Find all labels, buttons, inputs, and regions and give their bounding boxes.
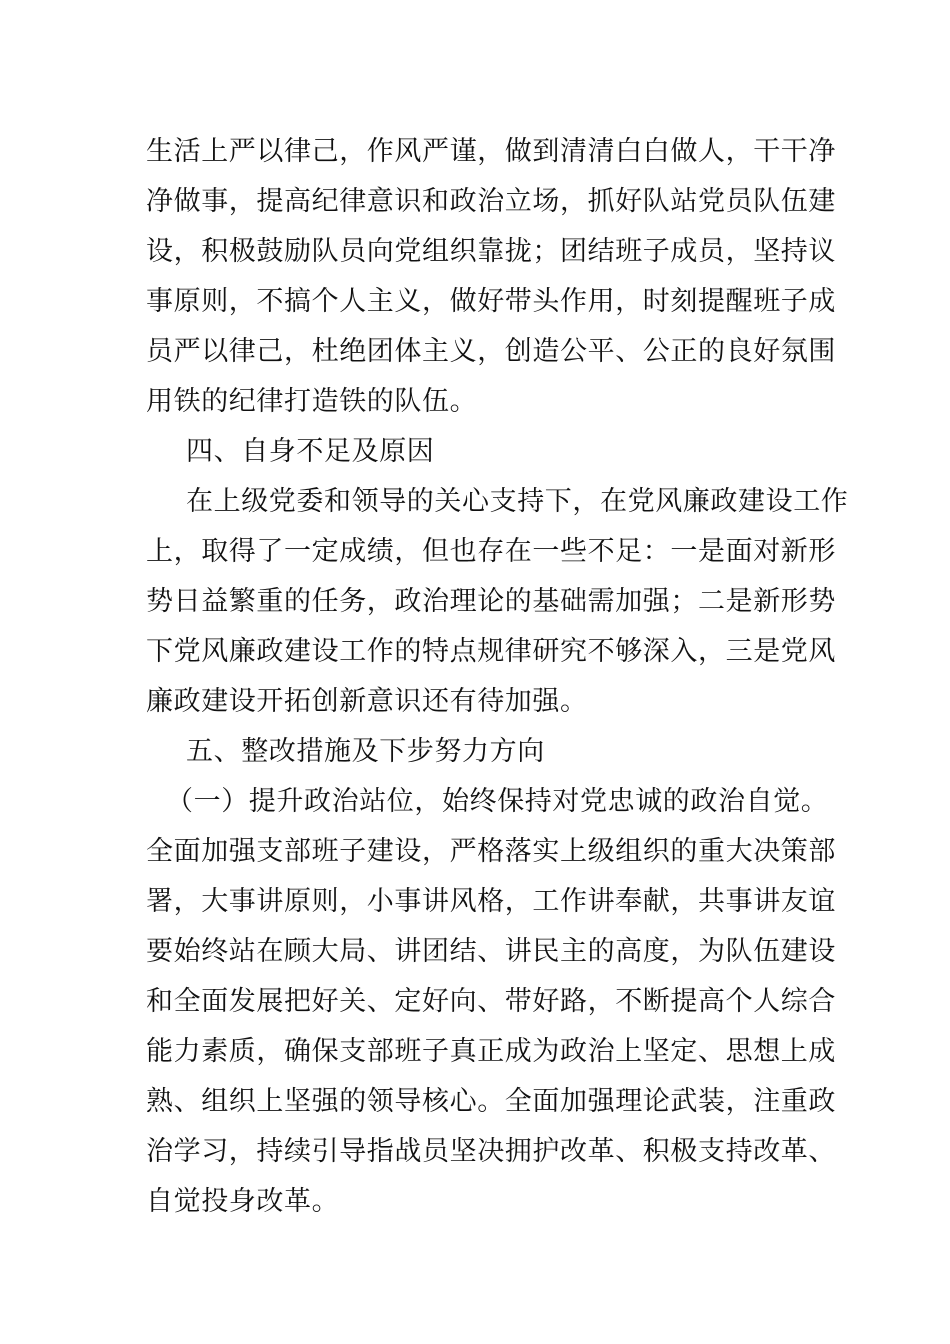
text-line: 熟、组织上坚强的领导核心。全面加强理论武装，注重政 <box>146 1086 836 1117</box>
text-line: 上，取得了一定成绩，但也存在一些不足：一是面对新形 <box>146 536 836 567</box>
section-heading: 四、自身不足及原因 <box>186 436 435 467</box>
text-line: 署，大事讲原则，小事讲风格，工作讲奉献，共事讲友谊 <box>146 886 836 917</box>
text-line: 廉政建设开拓创新意识还有待加强。 <box>146 686 588 717</box>
text-line: 下党风廉政建设工作的特点规律研究不够深入，三是党风 <box>146 636 836 667</box>
text-line: 要始终站在顾大局、讲团结、讲民主的高度，为队伍建设 <box>146 936 836 967</box>
text-line: 势日益繁重的任务，政治理论的基础需加强；二是新形势 <box>146 586 836 617</box>
text-line: 设，积极鼓励队员向党组织靠拢；团结班子成员，坚持议 <box>146 236 836 267</box>
section-heading: 五、整改措施及下步努力方向 <box>186 736 545 767</box>
text-line: 和全面发展把好关、定好向、带好路，不断提高个人综合 <box>146 986 836 1017</box>
text-line: 生活上严以律己，作风严谨，做到清清白白做人，干干净 <box>146 136 836 167</box>
text-line: 在上级党委和领导的关心支持下，在党风廉政建设工作 <box>186 486 849 517</box>
text-line: 净做事，提高纪律意识和政治立场，抓好队站党员队伍建 <box>146 186 836 217</box>
text-line: 员严以律己，杜绝团体主义，创造公平、公正的良好氛围 <box>146 336 836 367</box>
text-line: 自觉投身改革。 <box>146 1186 340 1217</box>
text-line: 事原则，不搞个人主义，做好带头作用，时刻提醒班子成 <box>146 286 836 317</box>
text-line: 治学习，持续引导指战员坚决拥护改革、积极支持改革、 <box>146 1136 836 1167</box>
text-line: 全面加强支部班子建设，严格落实上级组织的重大决策部 <box>146 836 836 867</box>
text-line: 用铁的纪律打造铁的队伍。 <box>146 386 478 417</box>
subsection-heading: （一）提升政治站位，始终保持对党忠诚的政治自觉。 <box>166 786 829 817</box>
text-line: 能力素质，确保支部班子真正成为政治上坚定、思想上成 <box>146 1036 836 1067</box>
